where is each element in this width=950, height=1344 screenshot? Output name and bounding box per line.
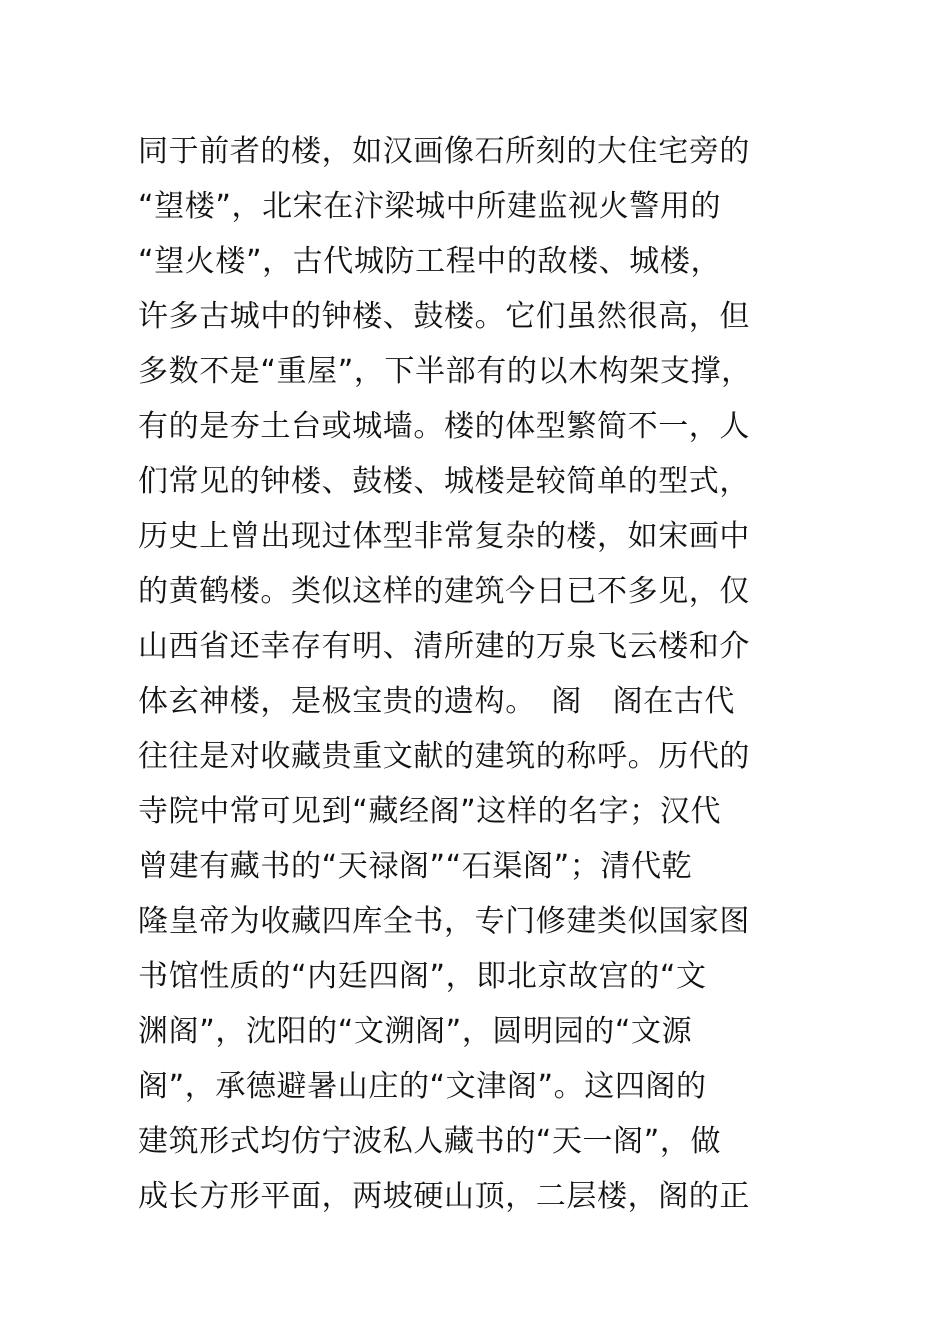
text-line-3: “望火楼”，古代城防工程中的敌楼、城楼，	[138, 244, 722, 279]
text-line-5: 多数不是“重屋”，下半部有的以木构架支撑，	[138, 354, 752, 389]
text-line-20: 成长方形平面，两坡硬山顶，二层楼，阁的正	[138, 1179, 750, 1214]
text-line-18: 阁”，承德避暑山庄的“文津阁”。这四阁的	[138, 1069, 707, 1104]
text-line-1: 同于前者的楼，如汉画像石所刻的大住宅旁的	[138, 134, 750, 169]
text-line-6: 有的是夯土台或城墙。楼的体型繁简不一，人	[138, 409, 750, 444]
text-line-4: 许多古城中的钟楼、鼓楼。它们虽然很高，但	[138, 299, 750, 334]
text-line-12: 往往是对收藏贵重文献的建筑的称呼。历代的	[138, 739, 750, 774]
text-line-2: “望楼”，北宋在汴梁城中所建监视火警用的	[138, 189, 722, 224]
text-line-17: 渊阁”，沈阳的“文溯阁”，圆明园的“文源	[138, 1014, 693, 1049]
text-line-14: 曾建有藏书的“天禄阁”“石渠阁”；清代乾	[138, 849, 693, 884]
text-line-9: 的黄鹤楼。类似这样的建筑今日已不多见，仅	[138, 574, 750, 609]
text-line-15: 隆皇帝为收藏四库全书，专门修建类似国家图	[138, 904, 750, 939]
text-line-19: 建筑形式均仿宁波私人藏书的“天一阁”，做	[138, 1124, 722, 1159]
text-line-10: 山西省还幸存有明、清所建的万泉飞云楼和介	[138, 629, 750, 664]
text-line-16: 书馆性质的“内廷四阁”，即北京故宫的“文	[138, 959, 707, 994]
text-line-8: 历史上曾出现过体型非常复杂的楼，如宋画中	[138, 519, 750, 554]
text-line-7: 们常见的钟楼、鼓楼、城楼是较简单的型式，	[138, 464, 750, 499]
text-line-11: 体玄神楼，是极宝贵的遗构。 阁 阁在古代	[138, 684, 735, 719]
body-text	[138, 124, 838, 1224]
text-line-13: 寺院中常可见到“藏经阁”这样的名字；汉代	[138, 794, 722, 829]
